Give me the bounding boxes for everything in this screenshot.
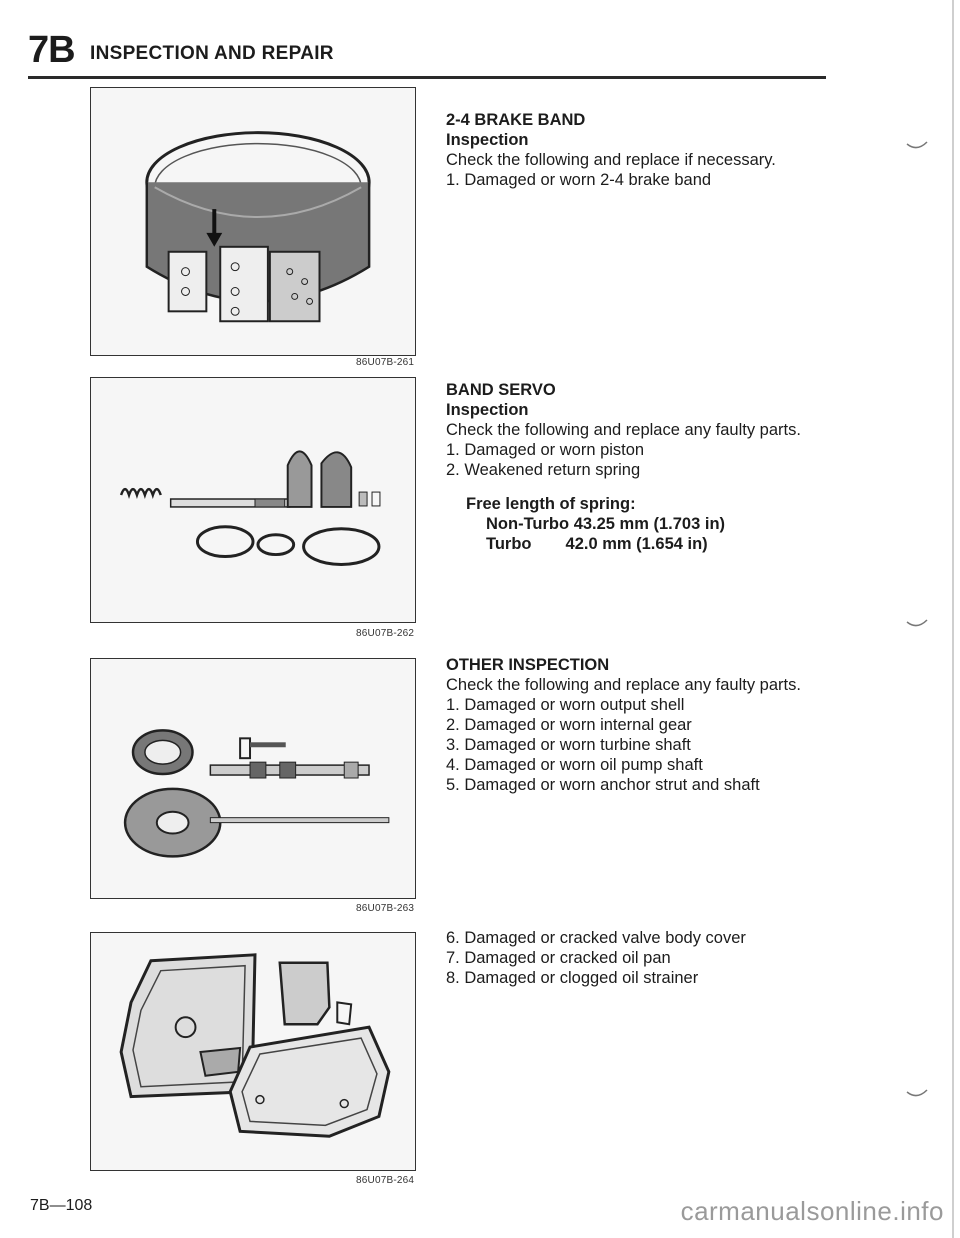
list-item: 1. Damaged or worn 2-4 brake band	[446, 171, 712, 189]
figure-other-parts	[90, 658, 416, 899]
section-title: 2-4 BRAKE BAND	[446, 111, 586, 129]
page-header	[28, 28, 828, 72]
spec-row	[466, 514, 856, 534]
figure-label: 86U07B-263	[356, 903, 415, 914]
brake-band-illustration	[91, 88, 415, 355]
list-item: 2. Weakened return spring	[446, 461, 641, 479]
list-item: 6. Damaged or cracked valve body cover	[446, 929, 746, 947]
oil-pan-illustration	[91, 933, 415, 1170]
list-item: 8. Damaged or clogged oil strainer	[446, 969, 699, 987]
list-item: 3. Damaged or worn turbine shaft	[446, 736, 691, 754]
section-subtitle: Inspection	[446, 131, 529, 149]
list-item: 2. Damaged or worn internal gear	[446, 716, 692, 734]
list-item: 4. Damaged or worn oil pump shaft	[446, 756, 703, 774]
list-item: 1. Damaged or worn output shell	[446, 696, 685, 714]
other-parts-illustration	[91, 659, 415, 898]
chapter-number: 7B	[28, 29, 75, 71]
band-servo-illustration	[91, 378, 415, 622]
page-number: 7B—108	[30, 1197, 93, 1214]
spec-value: 42.0 mm (1.654 in)	[565, 535, 708, 553]
section-continued-items	[446, 928, 856, 988]
section-band-servo	[446, 380, 856, 554]
chapter-title: INSPECTION AND REPAIR	[90, 43, 334, 64]
figure-label: 86U07B-261	[356, 357, 415, 368]
section-intro: Check the following and replace any faulty parts.	[446, 676, 801, 694]
section-other-inspection	[446, 655, 856, 795]
spec-name: Non-Turbo	[486, 515, 570, 533]
margin-mark	[905, 140, 929, 152]
figure-label: 86U07B-264	[356, 1175, 415, 1186]
spec-name: Turbo	[486, 535, 532, 553]
figure-oil-pan	[90, 932, 416, 1171]
section-title: BAND SERVO	[446, 381, 556, 399]
spec-title: Free length of spring:	[466, 495, 636, 513]
spec-value: 43.25 mm (1.703 in)	[573, 515, 726, 533]
spring-spec	[446, 494, 856, 554]
figure-band-servo	[90, 377, 416, 623]
margin-mark	[905, 1088, 929, 1100]
header-rule	[28, 76, 826, 79]
watermark: carmanualsonline.info	[680, 1196, 944, 1226]
list-item: 1. Damaged or worn piston	[446, 441, 645, 459]
section-intro: Check the following and replace any faulty parts.	[446, 421, 801, 439]
figure-label: 86U07B-262	[356, 628, 415, 639]
section-intro: Check the following and replace if necessary.	[446, 151, 776, 169]
section-title: OTHER INSPECTION	[446, 656, 610, 674]
margin-mark	[905, 618, 929, 630]
list-item: 7. Damaged or cracked oil pan	[446, 949, 671, 967]
page-edge	[952, 0, 954, 1238]
list-item: 5. Damaged or worn anchor strut and shaft	[446, 776, 760, 794]
section-brake-band	[446, 110, 856, 190]
section-subtitle: Inspection	[446, 401, 529, 419]
figure-brake-band	[90, 87, 416, 356]
spec-row	[466, 534, 856, 554]
